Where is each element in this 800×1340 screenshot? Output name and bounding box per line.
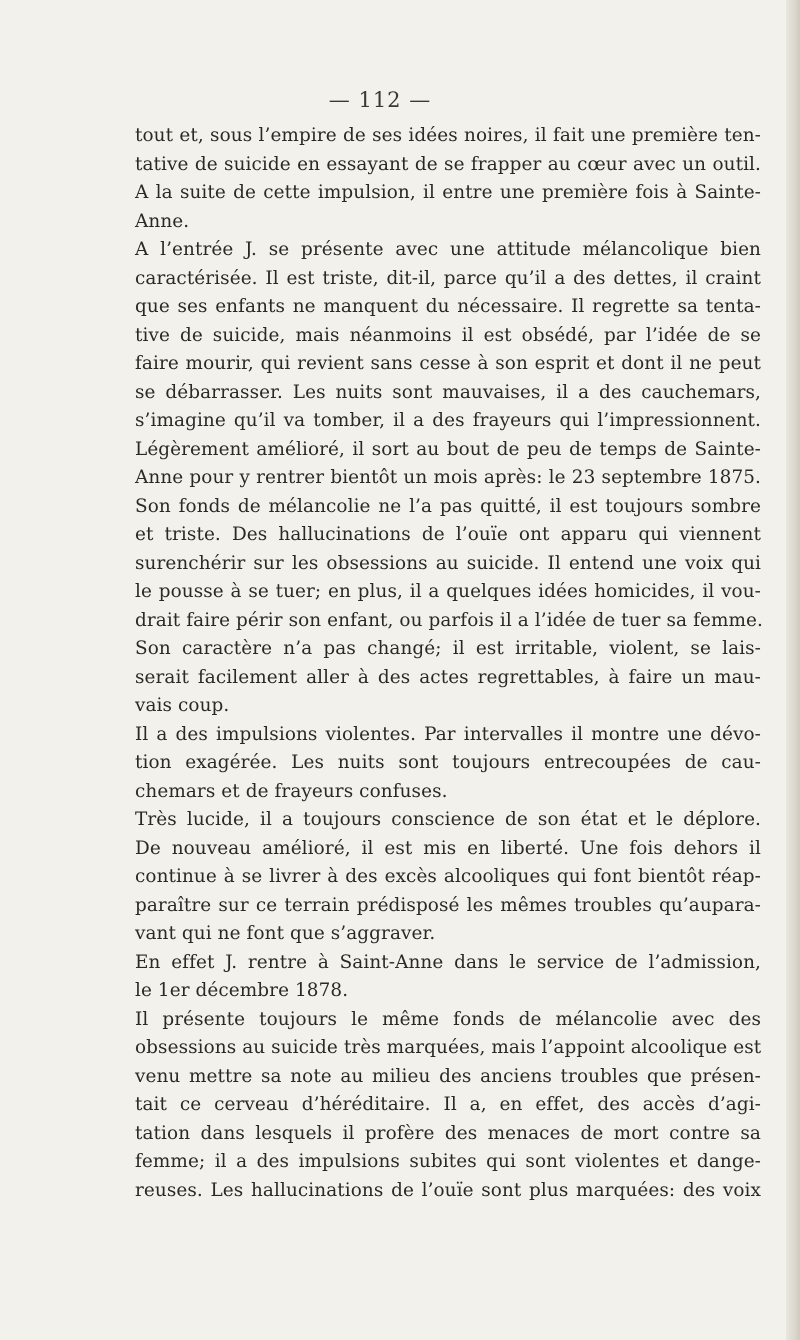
page-edge-shadow [786,0,800,1340]
text-line: tait ce cerveau d’héréditaire. Il a, en effet, des accès d’agi- [135,1094,761,1115]
text-line: Il a des impulsions violentes. Par intervalles il montre une dévo- [135,723,761,745]
text-line: reuses. Les hallucinations de l’ouïe sont plus marquées: des voix [135,1179,761,1201]
text-line: A l’entrée J. se présente avec une attitude mélancolique bien [135,239,761,260]
text-line: tative de suicide en essayant de se frapper au cœur avec un outil. [135,153,761,175]
text-line: Il présente toujours le même fonds de mélancolie avec des [135,1008,761,1030]
text-line: Très lucide, il a toujours conscience de son état et le déplore. [135,809,761,830]
text-line: En effet J. rentre à Saint-Anne dans le service de l’admission, [135,951,761,973]
text-line: drait faire périr son enfant, ou parfois il a l’idée de tuer sa femme. [135,609,763,631]
body-text [135,122,761,1205]
page-number: — 112 — [328,88,432,112]
text-line: chemars et de frayeurs confuses. [135,780,448,802]
text-line: Anne. [135,210,190,232]
text-line: tout et, sous l’empire de ses idées noires, il fait une première ten- [135,125,761,146]
text-line: caractérisée. Il est triste, dit-il, parce qu’il a des dettes, il craint [135,267,761,289]
text-line: serait facilement aller à des actes regrettables, à faire un mau- [135,666,761,688]
text-line: le 1er décembre 1878. [135,980,349,1001]
text-line: tion exagérée. Les nuits sont toujours entrecoupées de cau- [135,752,761,773]
text-line: s’imagine qu’il va tomber, il a des frayeurs qui l’impressionnent. [135,410,761,431]
text-line: tive de suicide, mais néanmoins il est obsédé, par l’idée de se [135,324,761,346]
text-line: et triste. Des hallucinations de l’ouïe ont apparu qui viennent [135,524,761,545]
text-line: paraître sur ce terrain prédisposé les mêmes troubles qu’aupara- [135,894,761,916]
text-line: Son caractère n’a pas changé; il est irritable, violent, se lais- [135,638,761,659]
text-line: continue à se livrer à des excès alcooliques qui font bientôt réap- [135,866,761,887]
text-line: Anne pour y rentrer bientôt un mois après: le 23 septembre 1875. [135,467,761,488]
text-line: Légèrement amélioré, il sort au bout de peu de temps de Sainte- [135,438,761,460]
text-line: surenchérir sur les obsessions au suicide. Il entend une voix qui [135,552,761,574]
text-line: que ses enfants ne manquent du nécessaire. Il regrette sa tenta- [135,296,761,317]
text-line: obsessions au suicide très marquées, mais l’appoint alcoolique est [135,1037,762,1058]
text-line: Son fonds de mélancolie ne l’a pas quitté, il est toujours sombre [135,495,761,517]
text-line: venu mettre sa note au milieu des anciens troubles que présen- [135,1065,761,1087]
text-line: vais coup. [135,695,230,716]
text-line: femme; il a des impulsions subites qui sont violentes et dange- [135,1151,761,1172]
text-line: tation dans lesquels il profère des menaces de mort contre sa [135,1122,761,1144]
text-line: faire mourir, qui revient sans cesse à son esprit et dont il ne peut [135,353,761,374]
text-line: le pousse à se tuer; en plus, il a quelques idées homicides, il vou- [135,581,761,602]
text-line: De nouveau amélioré, il est mis en liberté. Une fois dehors il [135,837,761,859]
text-line: se débarrasser. Les nuits sont mauvaises, il a des cauchemars, [135,381,761,403]
text-line: vant qui ne font que s’aggraver. [135,923,436,944]
text-line: A la suite de cette impulsion, il entre une première fois à Sainte- [135,182,761,203]
